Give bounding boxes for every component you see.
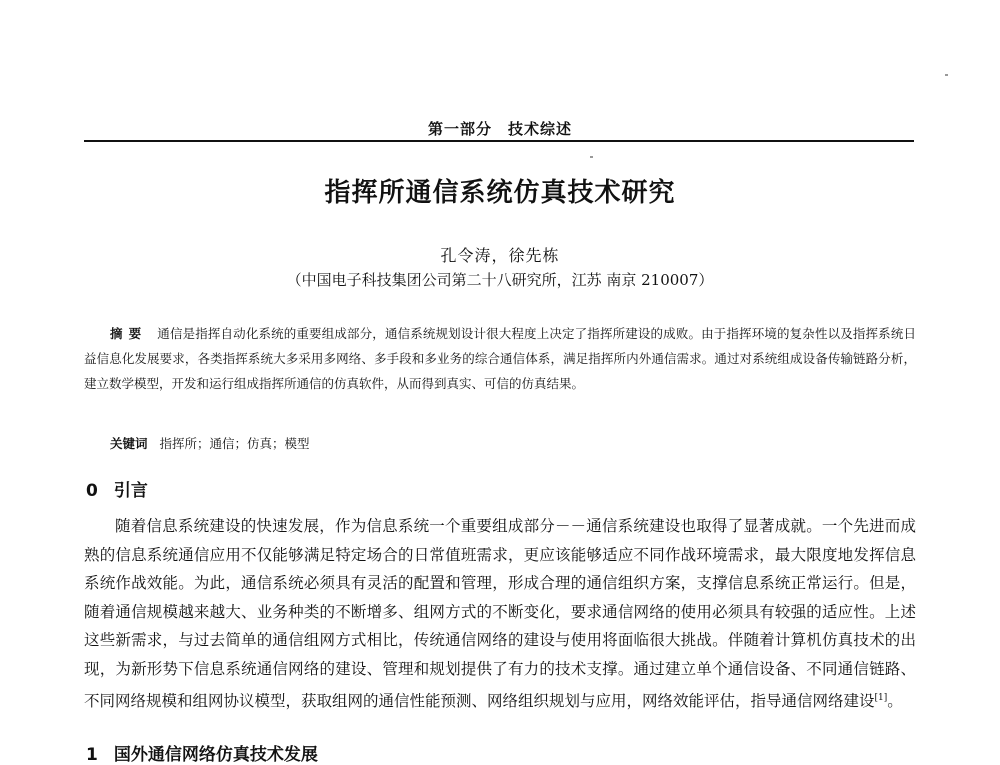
body-paragraph (84, 512, 916, 715)
keywords (110, 434, 310, 452)
abstract-label: 摘要 (110, 326, 148, 341)
section-title: 国外通信网络仿真技术发展 (113, 745, 318, 765)
keywords-text: 指挥所；通信；仿真；模型 (159, 436, 310, 451)
section-number: 0 (86, 481, 98, 501)
citation: [1] (874, 692, 888, 703)
paragraph-end: 。 (887, 691, 903, 710)
section-heading (86, 476, 148, 501)
section-title: 引言 (113, 481, 148, 501)
keywords-label: 关键词 (110, 436, 148, 451)
affiliation: （中国电子科技集团公司第二十八研究所，江苏 南京 210007） (286, 271, 714, 289)
paragraph-text: 随着信息系统建设的快速发展，作为信息系统一个重要组成部分－－通信系统建设也取得了显著成就。一个先进而成熟的信息系统通信应用不仅能够满足特定场合的日常值班需求，更应该能够适应不同作战环境需求，最大限度地发挥信息系统作战效能。为此，通信系统必须具有灵活的配置和管理，形成合理的通信组织方案，支撑信息系统正常运行。但是，随着通信规模越来越大、业务种类的不断增多、组网方式的不断变化，要求通信网络的使用必须具有较强的适应性。上述这些新需求，与过去简单的通信组网方式相比，传统通信网络的建设与使用将面临很大挑战。伴随着计算机仿真技术的出现，为新形势下信息系统通信网络的建设、管理和规划提供了有力的技术支撑。通过建立单个通信设备、不同通信链路、不同网络规模和组网协议模型，获取组网的通信性能预测、网络组织规划与应用，网络效能评估，指导通信网络建设 (84, 517, 916, 710)
abstract (84, 321, 916, 396)
paper-title: 指挥所通信系统仿真技术研究 (324, 178, 676, 208)
authors: 孔令涛，徐先栋 (440, 246, 560, 265)
section-heading (86, 740, 318, 765)
scan-speck (945, 74, 948, 76)
running-head: 第一部分 技术综述 (427, 120, 572, 138)
section-number: 1 (86, 745, 98, 765)
abstract-text: 通信是指挥自动化系统的重要组成部分，通信系统规划设计很大程度上决定了指挥所建设的成败。由于指挥环境的复杂性以及指挥系统日益信息化发展要求，各类指挥系统大多采用多网络、多手段和多业务的综合通信体系，满足指挥所内外通信需求。通过对系统组成设备传输链路分析，建立数学模型，开发和运行组成指挥所通信的仿真软件，从而得到真实、可信的仿真结果。 (84, 326, 916, 391)
scan-speck (590, 156, 593, 158)
header-rule (84, 140, 914, 142)
